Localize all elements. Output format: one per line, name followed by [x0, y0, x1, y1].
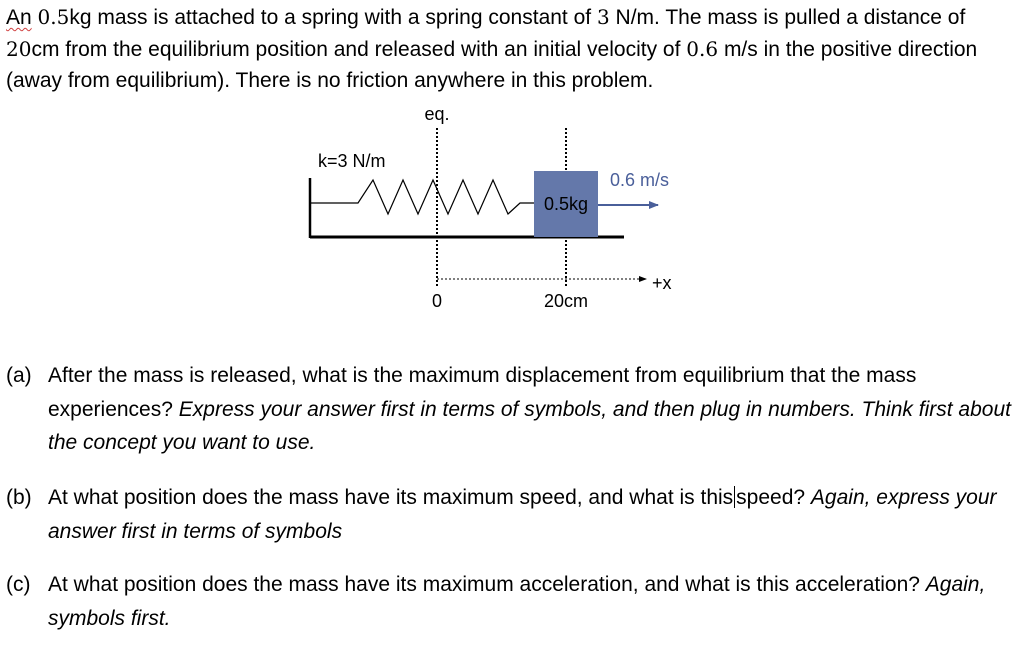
- equilibrium-label: eq.: [424, 104, 450, 124]
- velocity-value: 0.6: [686, 36, 719, 61]
- problem-text-1: kg mass is attached to a spring with a spring constant of: [69, 6, 592, 29]
- twenty-cm-label: 20cm: [543, 291, 589, 311]
- question-c-label: (c): [6, 573, 31, 596]
- question-a-instruction: Express your answer first in terms of symbols, and then plug in numbers. Think first about the concept you want to use.: [48, 397, 1011, 454]
- problem-word-an: An: [6, 6, 32, 29]
- mass-value: 0.5: [37, 5, 70, 29]
- distance-value: 20: [6, 36, 32, 61]
- question-c-instruction: Again, symbols first.: [48, 573, 986, 630]
- velocity-label: 0.6 m/s: [610, 170, 670, 190]
- axis-label: +x: [652, 273, 672, 293]
- question-b: [6, 481, 1016, 548]
- question-a-label: (a): [6, 364, 32, 387]
- problem-text-4: m/s in the positive direction (away from equilibrium). There is no friction anywhere in this problem.: [6, 37, 978, 92]
- question-b-label: (b): [6, 486, 32, 509]
- question-a: [6, 359, 1016, 460]
- question-b-text-end: speed?: [736, 486, 806, 509]
- mass-label: 0.5kg: [543, 194, 589, 214]
- question-a-text: After the mass is released, what is the maximum displacement from equilibrium that the mass experiences?: [48, 364, 917, 421]
- zero-label: 0: [431, 291, 443, 311]
- spring-constant-value: 3: [596, 5, 610, 29]
- problem-text-2: N/m. The mass is pulled a distance of: [615, 6, 966, 29]
- problem-text-3: cm from the equilibrium position and released with an initial velocity of: [31, 37, 681, 61]
- question-c: [6, 568, 1016, 635]
- question-c-text: At what position does the mass have its maximum acceleration, and what is this acceleration?: [48, 573, 920, 596]
- spring-constant-label: k=3 N/m: [318, 151, 386, 171]
- spring: [310, 180, 534, 214]
- question-b-text: At what position does the mass have its maximum speed, and what is this: [48, 486, 734, 509]
- question-b-instruction: Again, express your answer first in terms of symbols: [48, 486, 997, 543]
